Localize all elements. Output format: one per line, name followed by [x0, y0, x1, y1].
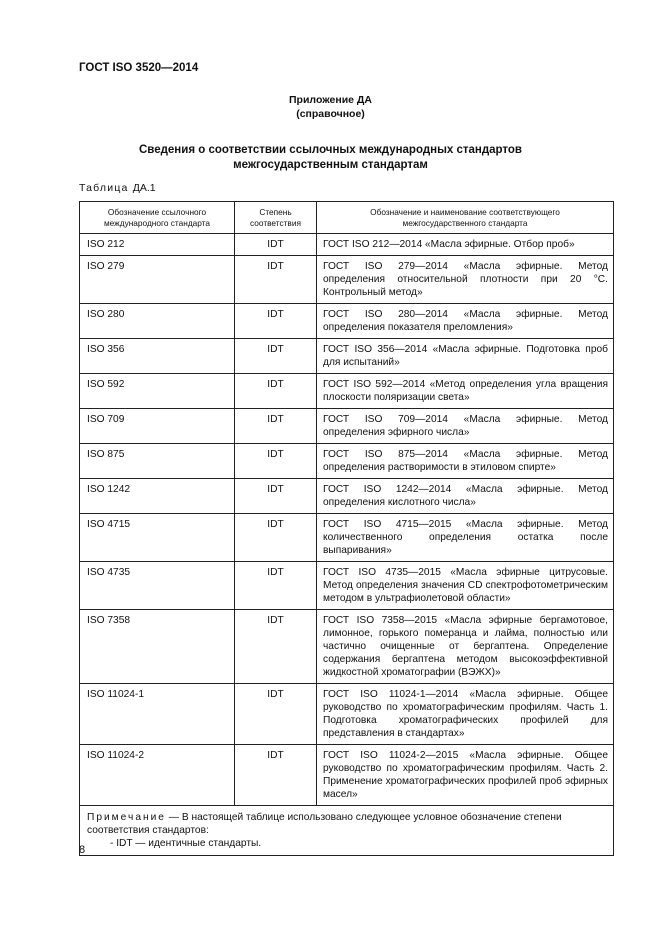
- cell-degree: IDT: [235, 304, 317, 339]
- table-note: [80, 806, 614, 856]
- table-row: [80, 304, 614, 339]
- section-title-line-1: Сведения о соответствии ссылочных международных стандартов: [138, 144, 522, 156]
- cell-international-standard: ISO 7358: [80, 610, 235, 684]
- table-row: [80, 409, 614, 444]
- table-row: [80, 339, 614, 374]
- cell-degree: IDT: [235, 610, 317, 684]
- cell-degree: IDT: [235, 444, 317, 479]
- cell-degree: IDT: [235, 479, 317, 514]
- table-body: [80, 234, 614, 806]
- annex-heading: [0, 93, 661, 121]
- table-caption-number: ДА.1: [132, 182, 156, 194]
- table-row: [80, 684, 614, 745]
- cell-interstate-standard: ГОСТ ISO 279—2014 «Масла эфирные. Метод определения относительной плотности при 20 °С. Контрольный метод»: [317, 256, 614, 304]
- cell-international-standard: ISO 875: [80, 444, 235, 479]
- cell-international-standard: ISO 11024-2: [80, 745, 235, 806]
- table-header-row: [80, 202, 614, 234]
- cell-degree: IDT: [235, 684, 317, 745]
- cell-interstate-standard: ГОСТ ISO 4715—2015 «Масла эфирные. Метод количественного определения остатка после выпаривания»: [317, 514, 614, 562]
- cell-international-standard: ISO 592: [80, 374, 235, 409]
- cell-international-standard: ISO 1242: [80, 479, 235, 514]
- cell-interstate-standard: ГОСТ ISO 592—2014 «Метод определения угла вращения плоскости поляризации света»: [317, 374, 614, 409]
- cell-degree: IDT: [235, 514, 317, 562]
- header-international-standard: Обозначение ссылочного международного стандарта: [80, 202, 235, 234]
- table-row: [80, 444, 614, 479]
- section-title-line-2: межгосударственным стандартам: [233, 159, 428, 171]
- table-row: [80, 745, 614, 806]
- correspondence-table: [79, 201, 614, 856]
- table-row: [80, 256, 614, 304]
- cell-international-standard: ISO 4735: [80, 562, 235, 610]
- header-degree-of-conformity: Степень соответствия: [235, 202, 317, 234]
- annex-subtitle: (справочное): [296, 108, 365, 120]
- table-row: [80, 610, 614, 684]
- note-label: Примечание: [87, 812, 166, 823]
- cell-international-standard: ISO 356: [80, 339, 235, 374]
- cell-international-standard: ISO 280: [80, 304, 235, 339]
- table-row: [80, 514, 614, 562]
- cell-interstate-standard: ГОСТ ISO 356—2014 «Масла эфирные. Подготовка проб для испытаний»: [317, 339, 614, 374]
- cell-interstate-standard: ГОСТ ISO 11024-2—2015 «Масла эфирные. Общее руководство по хроматографическим профилям. Часть 2. Применение хроматографических профилей проб эфирных масел»: [317, 745, 614, 806]
- cell-interstate-standard: ГОСТ ISO 4735—2015 «Масла эфирные цитрусовые. Метод определения значения CD спектрофотометрическим методом в ультрафиолетовой области»: [317, 562, 614, 610]
- note-item: - IDT — идентичные стандарты.: [110, 838, 262, 849]
- cell-interstate-standard: ГОСТ ISO 11024-1—2014 «Масла эфирные. Общее руководство по хроматографическим профилям. Часть 1. Подготовка хроматографических профилей для представления в стандартах»: [317, 684, 614, 745]
- page-number: 8: [79, 844, 86, 856]
- header-interstate-standard: Обозначение и наименование соответствующего межгосударственного стандарта: [317, 202, 614, 234]
- cell-degree: IDT: [235, 339, 317, 374]
- table-row: [80, 234, 614, 256]
- document-code: ГОСТ ISO 3520—2014: [79, 62, 199, 74]
- cell-international-standard: ISO 709: [80, 409, 235, 444]
- cell-interstate-standard: ГОСТ ISO 1242—2014 «Масла эфирные. Метод определения кислотного числа»: [317, 479, 614, 514]
- cell-interstate-standard: ГОСТ ISO 7358—2015 «Масла эфирные бергамотовое, лимонное, горького померанца и лайма, полностью или частично очищенные от бергаптена. Определение содержания бергаптена методом высокоэффективной жидкостной хроматографии (ВЭЖХ)»: [317, 610, 614, 684]
- section-title: [0, 143, 661, 173]
- cell-degree: IDT: [235, 745, 317, 806]
- cell-degree: IDT: [235, 374, 317, 409]
- table-row: [80, 479, 614, 514]
- cell-international-standard: ISO 279: [80, 256, 235, 304]
- cell-degree: IDT: [235, 562, 317, 610]
- table-row: [80, 374, 614, 409]
- table-caption: [79, 182, 156, 194]
- cell-interstate-standard: ГОСТ ISO 280—2014 «Масла эфирные. Метод определения показателя преломления»: [317, 304, 614, 339]
- annex-title: Приложение ДА: [289, 94, 372, 106]
- cell-interstate-standard: ГОСТ ISO 875—2014 «Масла эфирные. Метод определения растворимости в этиловом спирте»: [317, 444, 614, 479]
- table-row: [80, 562, 614, 610]
- cell-degree: IDT: [235, 234, 317, 256]
- cell-degree: IDT: [235, 256, 317, 304]
- table-caption-word: Таблица: [79, 182, 129, 194]
- table-note-row: [80, 806, 614, 856]
- note-text: — В настоящей таблице использовано следующее условное обозначение степени соответствия стандартов:: [87, 812, 562, 836]
- cell-interstate-standard: ГОСТ ISO 709—2014 «Масла эфирные. Метод определения эфирного числа»: [317, 409, 614, 444]
- cell-degree: IDT: [235, 409, 317, 444]
- cell-international-standard: ISO 212: [80, 234, 235, 256]
- cell-international-standard: ISO 4715: [80, 514, 235, 562]
- cell-interstate-standard: ГОСТ ISO 212—2014 «Масла эфирные. Отбор проб»: [317, 234, 614, 256]
- cell-international-standard: ISO 11024-1: [80, 684, 235, 745]
